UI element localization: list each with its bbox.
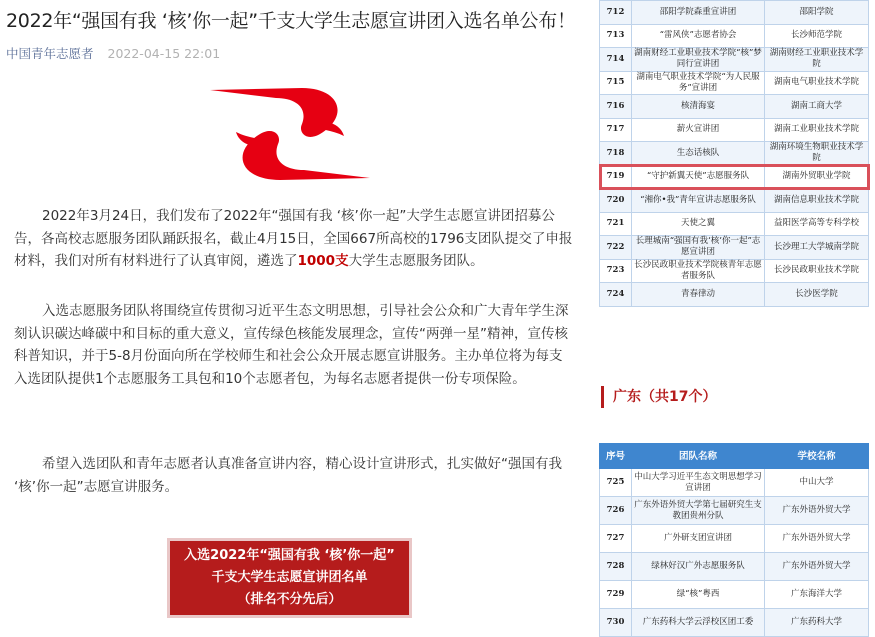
- cell-team: “雷风侠”志愿者协会: [632, 24, 765, 48]
- cell-school: 广东外语外贸大学: [765, 525, 869, 553]
- cell-school: 邵阳学院: [765, 1, 869, 25]
- cell-no: 716: [600, 95, 632, 119]
- cell-no: 718: [600, 142, 632, 166]
- cell-team: 中山大学习近平生态文明思想学习宣讲团: [632, 469, 765, 497]
- table-row: [600, 609, 869, 637]
- cell-team: 广外研支团宣讲团: [632, 525, 765, 553]
- cell-no: 727: [600, 525, 632, 553]
- cell-team: 薪火宣讲团: [632, 118, 765, 142]
- cell-school: 长沙师范学院: [765, 24, 869, 48]
- cell-team: 湖南电气职业技术学院“为人民服务”宣讲团: [632, 71, 765, 95]
- list-banner: [167, 538, 412, 618]
- cell-school: 长沙理工大学城南学院: [765, 236, 869, 260]
- article-source-link[interactable]: 中国青年志愿者: [6, 46, 94, 61]
- logo-swirl-icon: [210, 88, 370, 180]
- cell-team: 绿“核”粤西: [632, 581, 765, 609]
- article-meta: [6, 44, 220, 62]
- cell-school: 广东外语外贸大学: [765, 497, 869, 525]
- cell-no: 713: [600, 24, 632, 48]
- cell-team: 绿林好汉广外志愿服务队: [632, 553, 765, 581]
- table-row: [600, 1, 869, 25]
- cell-team: 长理城南“强国有我‘核’你一起”志愿宣讲团: [632, 236, 765, 260]
- cell-school: 湖南工商大学: [765, 95, 869, 119]
- cell-no: 726: [600, 497, 632, 525]
- cell-no: 725: [600, 469, 632, 497]
- article-title: 2022年“强国有我 ‘核’你一起”千支大学生志愿宣讲团入选名单公布！: [6, 10, 576, 32]
- table-row: [600, 581, 869, 609]
- cell-team: 邵阳学院森重宣讲团: [632, 1, 765, 25]
- table-row: [600, 525, 869, 553]
- cell-no: 720: [600, 189, 632, 213]
- cell-school: 湖南工业职业技术学院: [765, 118, 869, 142]
- banner-line-3: （排名不分先后）: [237, 592, 342, 607]
- cell-no: 730: [600, 609, 632, 637]
- cell-school: 广东外语外贸大学: [765, 553, 869, 581]
- cell-no: 728: [600, 553, 632, 581]
- cell-no: 714: [600, 48, 632, 72]
- header-school: 学校名称: [765, 444, 869, 469]
- hunan-table: [599, 0, 869, 307]
- cell-team: 生态话核队: [632, 142, 765, 166]
- cell-no: 722: [600, 236, 632, 260]
- cell-no: 712: [600, 1, 632, 25]
- table-row: [600, 165, 869, 189]
- cell-team: 广东外语外贸大学第七届研究生支教团贵州分队: [632, 497, 765, 525]
- cell-team: 长沙民政职业技术学院核青年志愿者服务队: [632, 259, 765, 283]
- cell-no: 719: [600, 165, 632, 189]
- cell-no: 715: [600, 71, 632, 95]
- province-heading: 广东（共17个）: [601, 386, 716, 408]
- table-row: [600, 259, 869, 283]
- table-row: [600, 212, 869, 236]
- list-column: [599, 0, 869, 634]
- cell-school: 广东药科大学: [765, 609, 869, 637]
- cell-team: 天使之翼: [632, 212, 765, 236]
- table-row: [600, 142, 869, 166]
- p1-highlight: 1000支: [297, 253, 349, 269]
- cell-school: 湖南信息职业技术学院: [765, 189, 869, 213]
- table-row: [600, 283, 869, 307]
- table-row: [600, 95, 869, 119]
- table-row: [600, 48, 869, 72]
- cell-school: 长沙民政职业技术学院: [765, 259, 869, 283]
- table-row: [600, 24, 869, 48]
- table-row: [600, 189, 869, 213]
- header-no: 序号: [600, 444, 632, 469]
- cell-team: “守护新翼天使”志愿服务队: [632, 165, 765, 189]
- cell-team: 核清海宴: [632, 95, 765, 119]
- p1-text-b: 大学生志愿服务团队。: [348, 253, 484, 269]
- cell-no: 729: [600, 581, 632, 609]
- cell-team: 湖南财经工业职业技术学院“核”梦同行宣讲团: [632, 48, 765, 72]
- article-date: 2022-04-15 22:01: [107, 46, 221, 61]
- cell-school: 广东海洋大学: [765, 581, 869, 609]
- table-row: [600, 497, 869, 525]
- table-header-row: [600, 444, 869, 469]
- cell-school: 湖南电气职业技术学院: [765, 71, 869, 95]
- header-team: 团队名称: [632, 444, 765, 469]
- article-paragraph-1: [14, 205, 574, 273]
- table-row: [600, 236, 869, 260]
- cell-team: “湘你•我”青年宣讲志愿服务队: [632, 189, 765, 213]
- cell-no: 723: [600, 259, 632, 283]
- cell-team: 青春律动: [632, 283, 765, 307]
- table-row: [600, 469, 869, 497]
- table-row: [600, 71, 869, 95]
- cell-school: 长沙医学院: [765, 283, 869, 307]
- table-row: [600, 118, 869, 142]
- cell-school: 湖南环境生物职业技术学院: [765, 142, 869, 166]
- cell-school: 湖南外贸职业学院: [765, 165, 869, 189]
- cell-team: 广东药科大学云浮校区团工委: [632, 609, 765, 637]
- cell-no: 717: [600, 118, 632, 142]
- cell-no: 724: [600, 283, 632, 307]
- table-row: [600, 553, 869, 581]
- banner-line-2: 千支大学生志愿宣讲团名单: [211, 570, 368, 585]
- cell-school: 益阳医学高等专科学校: [765, 212, 869, 236]
- guangdong-table: [599, 443, 869, 637]
- cell-school: 中山大学: [765, 469, 869, 497]
- cell-no: 721: [600, 212, 632, 236]
- p1-text-a: 2022年3月24日，我们发布了2022年“强国有我 ‘核’你一起”大学生志愿宣讲团招募公告，各高校志愿服务团队踊跃报名，截止4月15日，全国667所高校的1796支团队提交了申报材料，我们对所有材料进行了认真审阅，遴选了: [14, 208, 573, 269]
- article-paragraph-3: 希望入选团队和青年志愿者认真准备宣讲内容，精心设计宣讲形式，扎实做好“强国有我 ‘核’你一起”志愿宣讲服务。: [14, 456, 562, 495]
- banner-line-1: 入选2022年“强国有我 ‘核’你一起”: [184, 548, 395, 563]
- article-paragraph-2: 入选志愿服务团队将围绕宣传贯彻习近平生态文明思想，引导社会公众和广大青年学生深刻认识碳达峰碳中和目标的重大意义，宣传绿色核能发展理念，宣传“两弹一星”精神，宣传核科普知识，并于5-8月份面向所在学校师生和社会公众开展志愿宣讲服务。主办单位将为每支入选团队提供1个志愿服务工具包和10个志愿者包，为每名志愿者提供一份专项保险。: [14, 303, 569, 387]
- cell-school: 湖南财经工业职业技术学院: [765, 48, 869, 72]
